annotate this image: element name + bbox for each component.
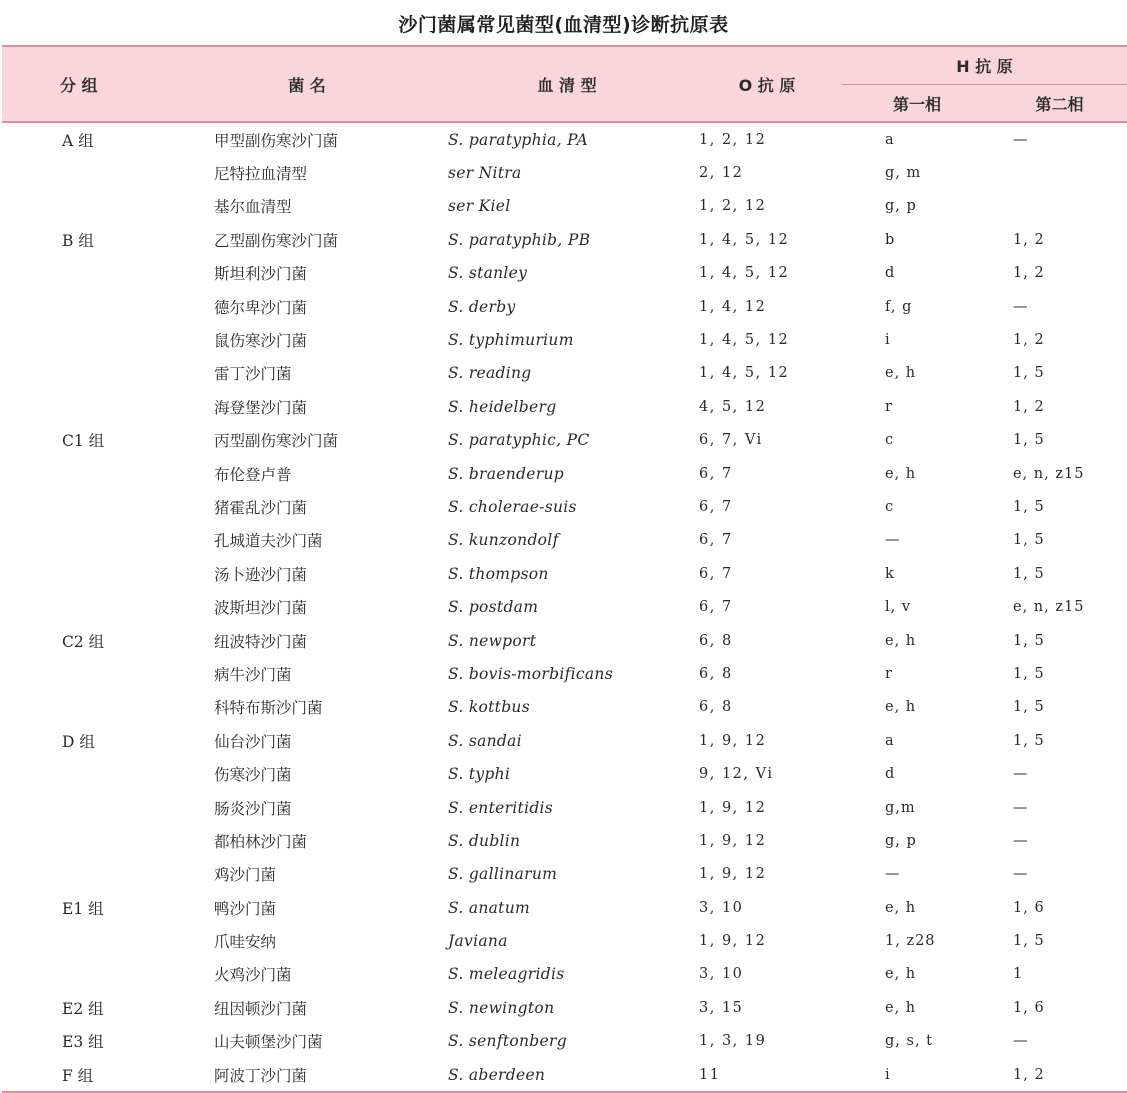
- cell-serotype: S. aberdeen: [442, 1058, 692, 1092]
- cell-group: [2, 457, 172, 490]
- cell-o-antigen: 6, 8: [699, 665, 733, 682]
- cell-o-antigen: 6, 7: [699, 565, 733, 582]
- cell-h-phase-1: 1, z28: [885, 933, 936, 950]
- cell-serotype: ser Nitra: [448, 164, 522, 183]
- cell-group: [2, 858, 172, 891]
- header-serotype: 血 清 型: [442, 46, 692, 122]
- cell-serotype: Javiana: [448, 932, 508, 951]
- cell-bacteria-name: 鸡沙门菌: [214, 866, 277, 885]
- cell-h-phase-2: 1, 5: [1013, 532, 1045, 549]
- cell-h-phase-2: 1, 2: [1013, 265, 1045, 282]
- header-name: 菌 名: [172, 46, 442, 122]
- cell-bacteria-name: 雷丁沙门菌: [214, 365, 292, 384]
- table-row: [2, 991, 1127, 1024]
- table-row: [2, 290, 1127, 323]
- cell-group: [2, 257, 172, 290]
- cell-h-phase-2: [992, 190, 1127, 223]
- cell-o-antigen: 1, 9, 12: [699, 933, 767, 950]
- cell-group: E2 组: [62, 999, 104, 1018]
- cell-h-phase-2: e, n, z15: [1013, 599, 1085, 616]
- cell-h-phase-1: —: [885, 866, 901, 883]
- cell-group: F 组: [2, 1058, 172, 1092]
- cell-group: E1 组: [62, 899, 104, 918]
- cell-h-phase-2: 1, 6: [1013, 999, 1045, 1016]
- cell-group: C2 组: [62, 632, 105, 651]
- cell-serotype: S. cholerae-suis: [448, 497, 577, 516]
- cell-h-phase-2: —: [1013, 799, 1029, 816]
- cell-group: E3 组: [62, 1033, 104, 1052]
- cell-h-phase-2: 1, 2: [992, 1058, 1127, 1092]
- cell-o-antigen: 1, 4, 12: [699, 298, 767, 315]
- cell-bacteria-name: 甲型副伤寒沙门菌: [214, 131, 339, 150]
- header-group: 分 组: [2, 46, 172, 122]
- table-row: [2, 122, 1127, 156]
- cell-h-phase-2: —: [1013, 766, 1029, 783]
- cell-h-phase-2: 1, 5: [1013, 732, 1045, 749]
- cell-bacteria-name: 斯坦利沙门菌: [214, 265, 308, 284]
- cell-bacteria-name: 病牛沙门菌: [214, 665, 292, 684]
- cell-serotype: S. derby: [448, 297, 516, 316]
- cell-h-phase-2: 1, 5: [1013, 432, 1045, 449]
- cell-bacteria-name: 尼特拉血清型: [214, 165, 308, 184]
- cell-o-antigen: 6, 7: [699, 498, 733, 515]
- cell-serotype: S. kunzondolf: [448, 531, 559, 550]
- cell-group: [2, 390, 172, 423]
- cell-bacteria-name: 乙型副伤寒沙门菌: [214, 231, 339, 250]
- cell-h-phase-1: e, h: [885, 966, 917, 983]
- cell-group: C1 组: [62, 432, 105, 451]
- cell-group: [2, 190, 172, 223]
- cell-serotype: S. bovis-morbificans: [448, 664, 613, 683]
- antigen-table: [2, 45, 1127, 1093]
- cell-h-phase-1: g, m: [885, 165, 922, 182]
- table-row: [2, 590, 1127, 623]
- cell-bacteria-name: 仙台沙门菌: [214, 732, 292, 751]
- cell-group: [2, 757, 172, 790]
- cell-bacteria-name: 鸭沙门菌: [214, 899, 277, 918]
- cell-o-antigen: 1, 4, 5, 12: [699, 231, 790, 248]
- cell-h-phase-2: —: [1013, 1033, 1029, 1050]
- cell-serotype: S. postdam: [448, 598, 539, 617]
- cell-o-antigen: 1, 9, 12: [699, 866, 767, 883]
- cell-h-phase-2: e, n, z15: [1013, 465, 1085, 482]
- cell-o-antigen: 11: [692, 1058, 842, 1092]
- cell-h-phase-1: a: [885, 732, 895, 749]
- cell-o-antigen: 1, 9, 12: [699, 732, 767, 749]
- cell-bacteria-name: 科特布斯沙门菌: [214, 699, 323, 718]
- cell-group: [2, 323, 172, 356]
- cell-group: [2, 657, 172, 690]
- cell-bacteria-name: 肠炎沙门菌: [214, 799, 292, 818]
- cell-h-phase-2: 1, 5: [1013, 365, 1045, 382]
- cell-o-antigen: 4, 5, 12: [699, 398, 767, 415]
- table-row: [2, 924, 1127, 957]
- cell-o-antigen: 1, 2, 12: [699, 198, 767, 215]
- cell-group: B 组: [62, 231, 94, 250]
- cell-o-antigen: 2, 12: [699, 165, 744, 182]
- cell-serotype: S. senftonberg: [448, 1032, 567, 1051]
- cell-serotype: S. newington: [448, 998, 555, 1017]
- cell-h-phase-2: 1, 5: [1013, 933, 1045, 950]
- cell-o-antigen: 1, 2, 12: [699, 131, 767, 148]
- cell-serotype: S. anatum: [448, 898, 530, 917]
- cell-bacteria-name: 都柏林沙门菌: [214, 832, 308, 851]
- header-phase-2: 第二相: [992, 85, 1127, 123]
- table-row: [2, 524, 1127, 557]
- table-row: [2, 323, 1127, 356]
- cell-h-phase-1: r: [885, 665, 893, 682]
- table-row: [2, 958, 1127, 991]
- cell-o-antigen: 3, 10: [699, 899, 744, 916]
- cell-group: A 组: [62, 131, 94, 150]
- cell-serotype: S. thompson: [448, 564, 549, 583]
- cell-h-phase-1: i: [842, 1058, 992, 1092]
- cell-serotype: S. enteritidis: [448, 798, 554, 817]
- cell-h-phase-1: f, g: [885, 298, 913, 315]
- cell-h-phase-1: g, p: [885, 832, 917, 849]
- cell-group: [2, 824, 172, 857]
- table-row: [2, 757, 1127, 790]
- cell-serotype: S. newport: [448, 631, 537, 650]
- cell-bacteria-name: 汤卜逊沙门菌: [214, 565, 308, 584]
- table-row: [2, 657, 1127, 690]
- cell-o-antigen: 1, 4, 5, 12: [699, 365, 790, 382]
- cell-bacteria-name: 德尔卑沙门菌: [214, 298, 308, 317]
- cell-o-antigen: 1, 3, 19: [699, 1033, 767, 1050]
- table-row: [2, 223, 1127, 256]
- cell-h-phase-1: r: [885, 398, 893, 415]
- table-row: [2, 858, 1127, 891]
- cell-o-antigen: 6, 8: [699, 632, 733, 649]
- table-header: [2, 46, 1127, 122]
- cell-h-phase-1: d: [885, 265, 896, 282]
- cell-bacteria-name: 鼠伤寒沙门菌: [214, 332, 308, 351]
- cell-serotype: S. sandai: [448, 731, 522, 750]
- cell-serotype: ser Kiel: [448, 197, 511, 216]
- cell-h-phase-1: g, s, t: [885, 1033, 933, 1050]
- cell-h-phase-2: 1, 5: [1013, 498, 1045, 515]
- cell-serotype: S. dublin: [448, 831, 521, 850]
- table-row: [2, 457, 1127, 490]
- cell-serotype: S. paratyphib, PB: [448, 230, 591, 249]
- cell-group: [2, 958, 172, 991]
- table-row: [2, 257, 1127, 290]
- cell-serotype: S. kottbus: [448, 698, 530, 717]
- cell-serotype: S. reading: [448, 364, 532, 383]
- table-row: [2, 724, 1127, 757]
- antigen-table-container: [2, 45, 1127, 1093]
- cell-h-phase-1: l, v: [885, 599, 912, 616]
- cell-serotype: S. paratyphia, PA: [448, 130, 588, 149]
- cell-bacteria-name: 海登堡沙门菌: [214, 398, 308, 417]
- table-row: [2, 424, 1127, 457]
- cell-h-phase-1: k: [885, 565, 895, 582]
- cell-bacteria-name: 纽波特沙门菌: [214, 632, 308, 651]
- cell-o-antigen: 6, 7: [699, 465, 733, 482]
- cell-h-phase-1: c: [885, 432, 895, 449]
- cell-serotype: S. heidelberg: [448, 397, 557, 416]
- cell-group: [2, 557, 172, 590]
- cell-h-phase-2: 1, 5: [1013, 665, 1045, 682]
- cell-h-phase-1: e, h: [885, 999, 917, 1016]
- cell-serotype: S. paratyphic, PC: [448, 431, 590, 450]
- cell-h-phase-2: 1, 2: [1013, 231, 1045, 248]
- cell-o-antigen: 1, 9, 12: [699, 799, 767, 816]
- cell-group: [2, 924, 172, 957]
- cell-bacteria-name: 丙型副伤寒沙门菌: [214, 432, 339, 451]
- cell-group: [2, 357, 172, 390]
- cell-h-phase-2: 1, 2: [1013, 398, 1045, 415]
- cell-o-antigen: 6, 7: [699, 532, 733, 549]
- cell-h-phase-2: 1, 5: [1013, 699, 1045, 716]
- table-row: [2, 791, 1127, 824]
- cell-bacteria-name: 阿波丁沙门菌: [172, 1058, 442, 1092]
- cell-bacteria-name: 猪霍乱沙门菌: [214, 498, 308, 517]
- header-o-antigen: O 抗 原: [692, 46, 842, 122]
- cell-h-phase-1: e, h: [885, 699, 917, 716]
- cell-group: [2, 524, 172, 557]
- cell-o-antigen: 1, 4, 5, 12: [699, 265, 790, 282]
- cell-h-phase-1: a: [885, 131, 895, 148]
- cell-h-phase-2: 1, 2: [1013, 332, 1045, 349]
- cell-serotype: S. typhimurium: [448, 331, 574, 350]
- cell-group: [2, 791, 172, 824]
- header-h-antigen: H 抗 原: [842, 46, 1127, 85]
- cell-h-phase-1: g, p: [885, 198, 917, 215]
- table-row: [2, 824, 1127, 857]
- table-row: [2, 490, 1127, 523]
- cell-h-phase-1: i: [885, 332, 891, 349]
- cell-h-phase-2: 1, 5: [1013, 565, 1045, 582]
- table-row: [2, 390, 1127, 423]
- cell-h-phase-1: —: [885, 532, 901, 549]
- table-title: 沙门菌属常见菌型(血清型)诊断抗原表: [398, 14, 729, 36]
- cell-h-phase-2: 1: [1013, 966, 1024, 983]
- cell-bacteria-name: 伤寒沙门菌: [214, 766, 292, 785]
- table-row: [2, 691, 1127, 724]
- cell-o-antigen: 3, 10: [699, 966, 744, 983]
- table-row: [2, 190, 1127, 223]
- cell-o-antigen: 3, 15: [699, 999, 744, 1016]
- cell-h-phase-2: —: [1013, 832, 1029, 849]
- cell-bacteria-name: 孔城道夫沙门菌: [214, 532, 323, 551]
- cell-h-phase-1: e, h: [885, 899, 917, 916]
- cell-group: [2, 156, 172, 189]
- cell-h-phase-1: e, h: [885, 632, 917, 649]
- cell-o-antigen: 1, 4, 5, 12: [699, 332, 790, 349]
- cell-o-antigen: 9, 12, Vi: [699, 766, 774, 783]
- cell-bacteria-name: 纽因顿沙门菌: [214, 999, 308, 1018]
- cell-serotype: S. braenderup: [448, 464, 564, 483]
- cell-h-phase-2: —: [1013, 866, 1029, 883]
- cell-o-antigen: 6, 7, Vi: [699, 432, 763, 449]
- cell-group: [2, 590, 172, 623]
- table-row: [2, 1025, 1127, 1058]
- cell-h-phase-1: e, h: [885, 465, 917, 482]
- cell-h-phase-1: d: [885, 766, 896, 783]
- table-row: [2, 557, 1127, 590]
- cell-h-phase-2: —: [1013, 298, 1029, 315]
- cell-h-phase-2: [992, 156, 1127, 189]
- cell-bacteria-name: 布伦登卢普: [214, 465, 292, 484]
- table-body: [2, 122, 1127, 1092]
- cell-bacteria-name: 基尔血清型: [214, 198, 292, 217]
- cell-h-phase-2: —: [1013, 131, 1029, 148]
- table-row: [2, 357, 1127, 390]
- cell-h-phase-2: 1, 5: [1013, 632, 1045, 649]
- cell-bacteria-name: 爪哇安纳: [214, 933, 277, 952]
- header-phase-1: 第一相: [842, 85, 992, 123]
- cell-group: [2, 290, 172, 323]
- cell-h-phase-1: b: [885, 231, 896, 248]
- cell-o-antigen: 1, 9, 12: [699, 832, 767, 849]
- table-row: [2, 891, 1127, 924]
- cell-o-antigen: 6, 7: [699, 599, 733, 616]
- cell-serotype: S. gallinarum: [448, 865, 558, 884]
- cell-serotype: S. meleagridis: [448, 965, 565, 984]
- cell-group: [2, 490, 172, 523]
- cell-o-antigen: 6, 8: [699, 699, 733, 716]
- cell-bacteria-name: 山夫顿堡沙门菌: [214, 1033, 323, 1052]
- cell-h-phase-1: e, h: [885, 365, 917, 382]
- cell-bacteria-name: 火鸡沙门菌: [214, 966, 292, 985]
- cell-h-phase-1: g,m: [885, 799, 916, 816]
- table-row: [2, 1058, 1127, 1092]
- cell-group: D 组: [62, 732, 95, 751]
- cell-serotype: S. stanley: [448, 264, 528, 283]
- table-row: [2, 156, 1127, 189]
- cell-h-phase-2: 1, 6: [1013, 899, 1045, 916]
- cell-bacteria-name: 波斯坦沙门菌: [214, 599, 308, 618]
- cell-group: [2, 691, 172, 724]
- table-row: [2, 624, 1127, 657]
- cell-serotype: S. typhi: [448, 765, 511, 784]
- cell-h-phase-1: c: [885, 498, 895, 515]
